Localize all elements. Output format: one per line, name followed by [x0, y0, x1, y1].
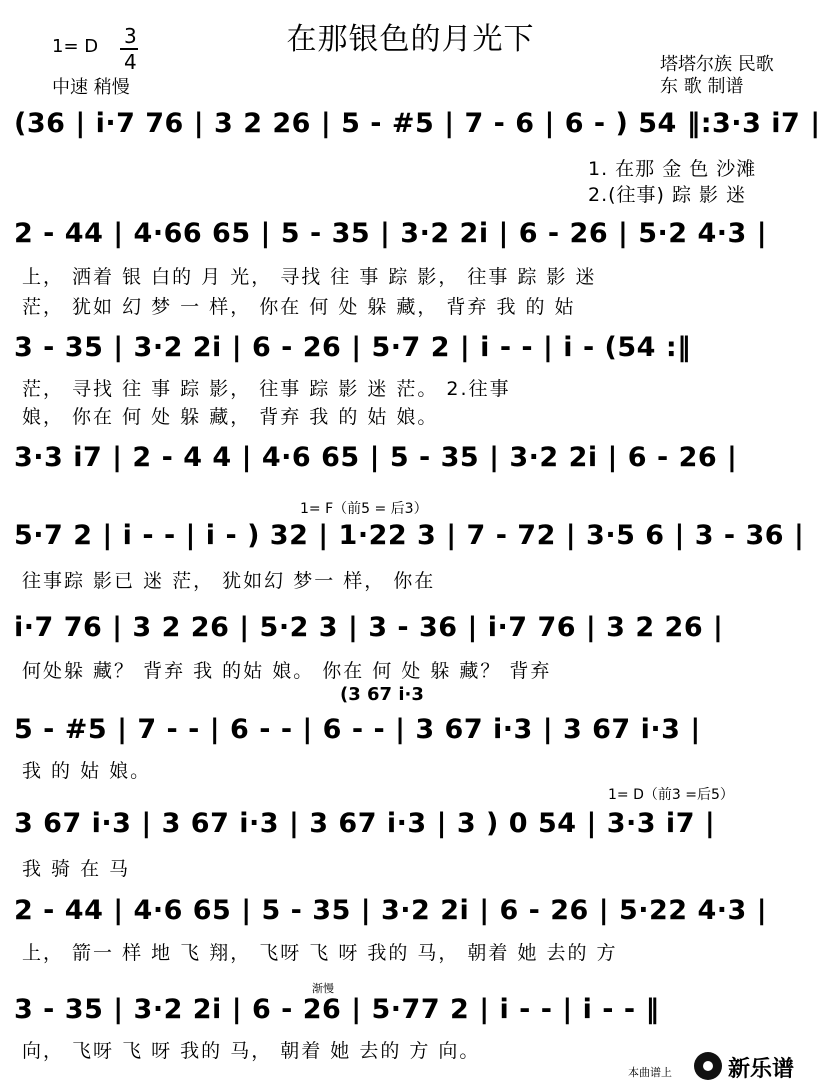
time-signature-top: 3 — [124, 24, 137, 48]
lyric-line-3a: 茫， 寻找 往 事 踪 影， 往事 踪 影 迷 茫。 2.往事 — [22, 378, 511, 400]
record-disc-icon — [694, 1052, 722, 1080]
notation-line-8: 3 67 i·3 | 3 67 i·3 | 3 67 i·3 | 3 ) 0 54 | 3·3 i7 | — [14, 808, 716, 839]
notation-line-1: (36 | i·7 76 | 3 2 26 | 5 - #5 | 7 - 6 | 6 - ) 54 ‖:3·3 i7 | — [14, 108, 821, 139]
ritardando-mark: 渐慢 — [312, 982, 334, 995]
interlude-mark: (3 67 i·3 — [340, 684, 424, 705]
modulation-mark-2: 1= D（前3 =后5） — [608, 787, 734, 803]
notation-line-4: 3·3 i7 | 2 - 4 4 | 4·6 65 | 5 - 35 | 3·2 2i | 6 - 26 | — [14, 442, 738, 473]
tempo-marking: 中速 稍慢 — [52, 77, 130, 98]
lyric-line-2b: 茫， 犹如 幻 梦 一 样， 你在 何 处 躲 藏， 背弃 我 的 姑 — [22, 296, 576, 318]
lyric-line-3b: 娘， 你在 何 处 躲 藏， 背弃 我 的 姑 娘。 — [22, 406, 439, 428]
key-signature: 1= D — [52, 36, 99, 57]
footer-credit: 本曲谱上 — [628, 1066, 672, 1079]
notation-line-10: 3 - 35 | 3·2 2i | 6 - 26 | 5·77 2 | i - - | i - - ‖ — [14, 994, 660, 1025]
song-origin: 塔塔尔族 民歌 — [660, 54, 774, 75]
notation-line-5: 5·7 2 | i - - | i - ) 32 | 1·22 3 | 7 - 72 | 3·5 6 | 3 - 36 | — [14, 520, 805, 551]
lyric-line-1a: 1. 在那 金 色 沙滩 — [588, 158, 757, 180]
lyric-line-8: 我 骑 在 马 — [22, 858, 131, 880]
modulation-mark-1: 1= F（前5 = 后3） — [300, 501, 428, 517]
song-title: 在那银色的月光下 — [286, 22, 535, 57]
lyric-line-1b: 2.(往事) 踪 影 迷 — [588, 184, 747, 206]
arranger-credit: 东 歌 制谱 — [660, 76, 744, 97]
lyric-line-10: 向， 飞呀 飞 呀 我的 马， 朝着 她 去的 方 向。 — [22, 1040, 481, 1062]
lyric-line-9: 上， 箭一 样 地 飞 翔， 飞呀 飞 呀 我的 马， 朝着 她 去的 方 — [22, 942, 618, 964]
notation-line-9: 2 - 44 | 4·6 65 | 5 - 35 | 3·2 2i | 6 - 26 | 5·22 4·3 | — [14, 895, 768, 926]
notation-line-3: 3 - 35 | 3·2 2i | 6 - 26 | 5·7 2 | i - - | i - (54 :‖ — [14, 332, 692, 363]
time-signature-bottom: 4 — [124, 50, 137, 74]
lyric-line-7: 我 的 姑 娘。 — [22, 760, 152, 782]
lyric-line-2a: 上， 洒着 银 白的 月 光， 寻找 往 事 踪 影， 往事 踪 影 迷 — [22, 266, 597, 288]
lyric-line-5: 往事踪 影已 迷 茫， 犹如幻 梦一 样， 你在 — [22, 570, 436, 592]
footer-brand: 新乐谱 — [728, 1057, 795, 1082]
notation-line-2: 2 - 44 | 4·66 65 | 5 - 35 | 3·2 2i | 6 - 26 | 5·2 4·3 | — [14, 218, 768, 249]
lyric-line-6: 何处躲 藏？ 背弃 我 的姑 娘。 你在 何 处 躲 藏？ 背弃 — [22, 660, 552, 682]
notation-line-7: 5 - #5 | 7 - - | 6 - - | 6 - - | 3 67 i·3 | 3 67 i·3 | — [14, 714, 701, 745]
notation-line-6: i·7 76 | 3 2 26 | 5·2 3 | 3 - 36 | i·7 76 | 3 2 26 | — [14, 612, 724, 643]
